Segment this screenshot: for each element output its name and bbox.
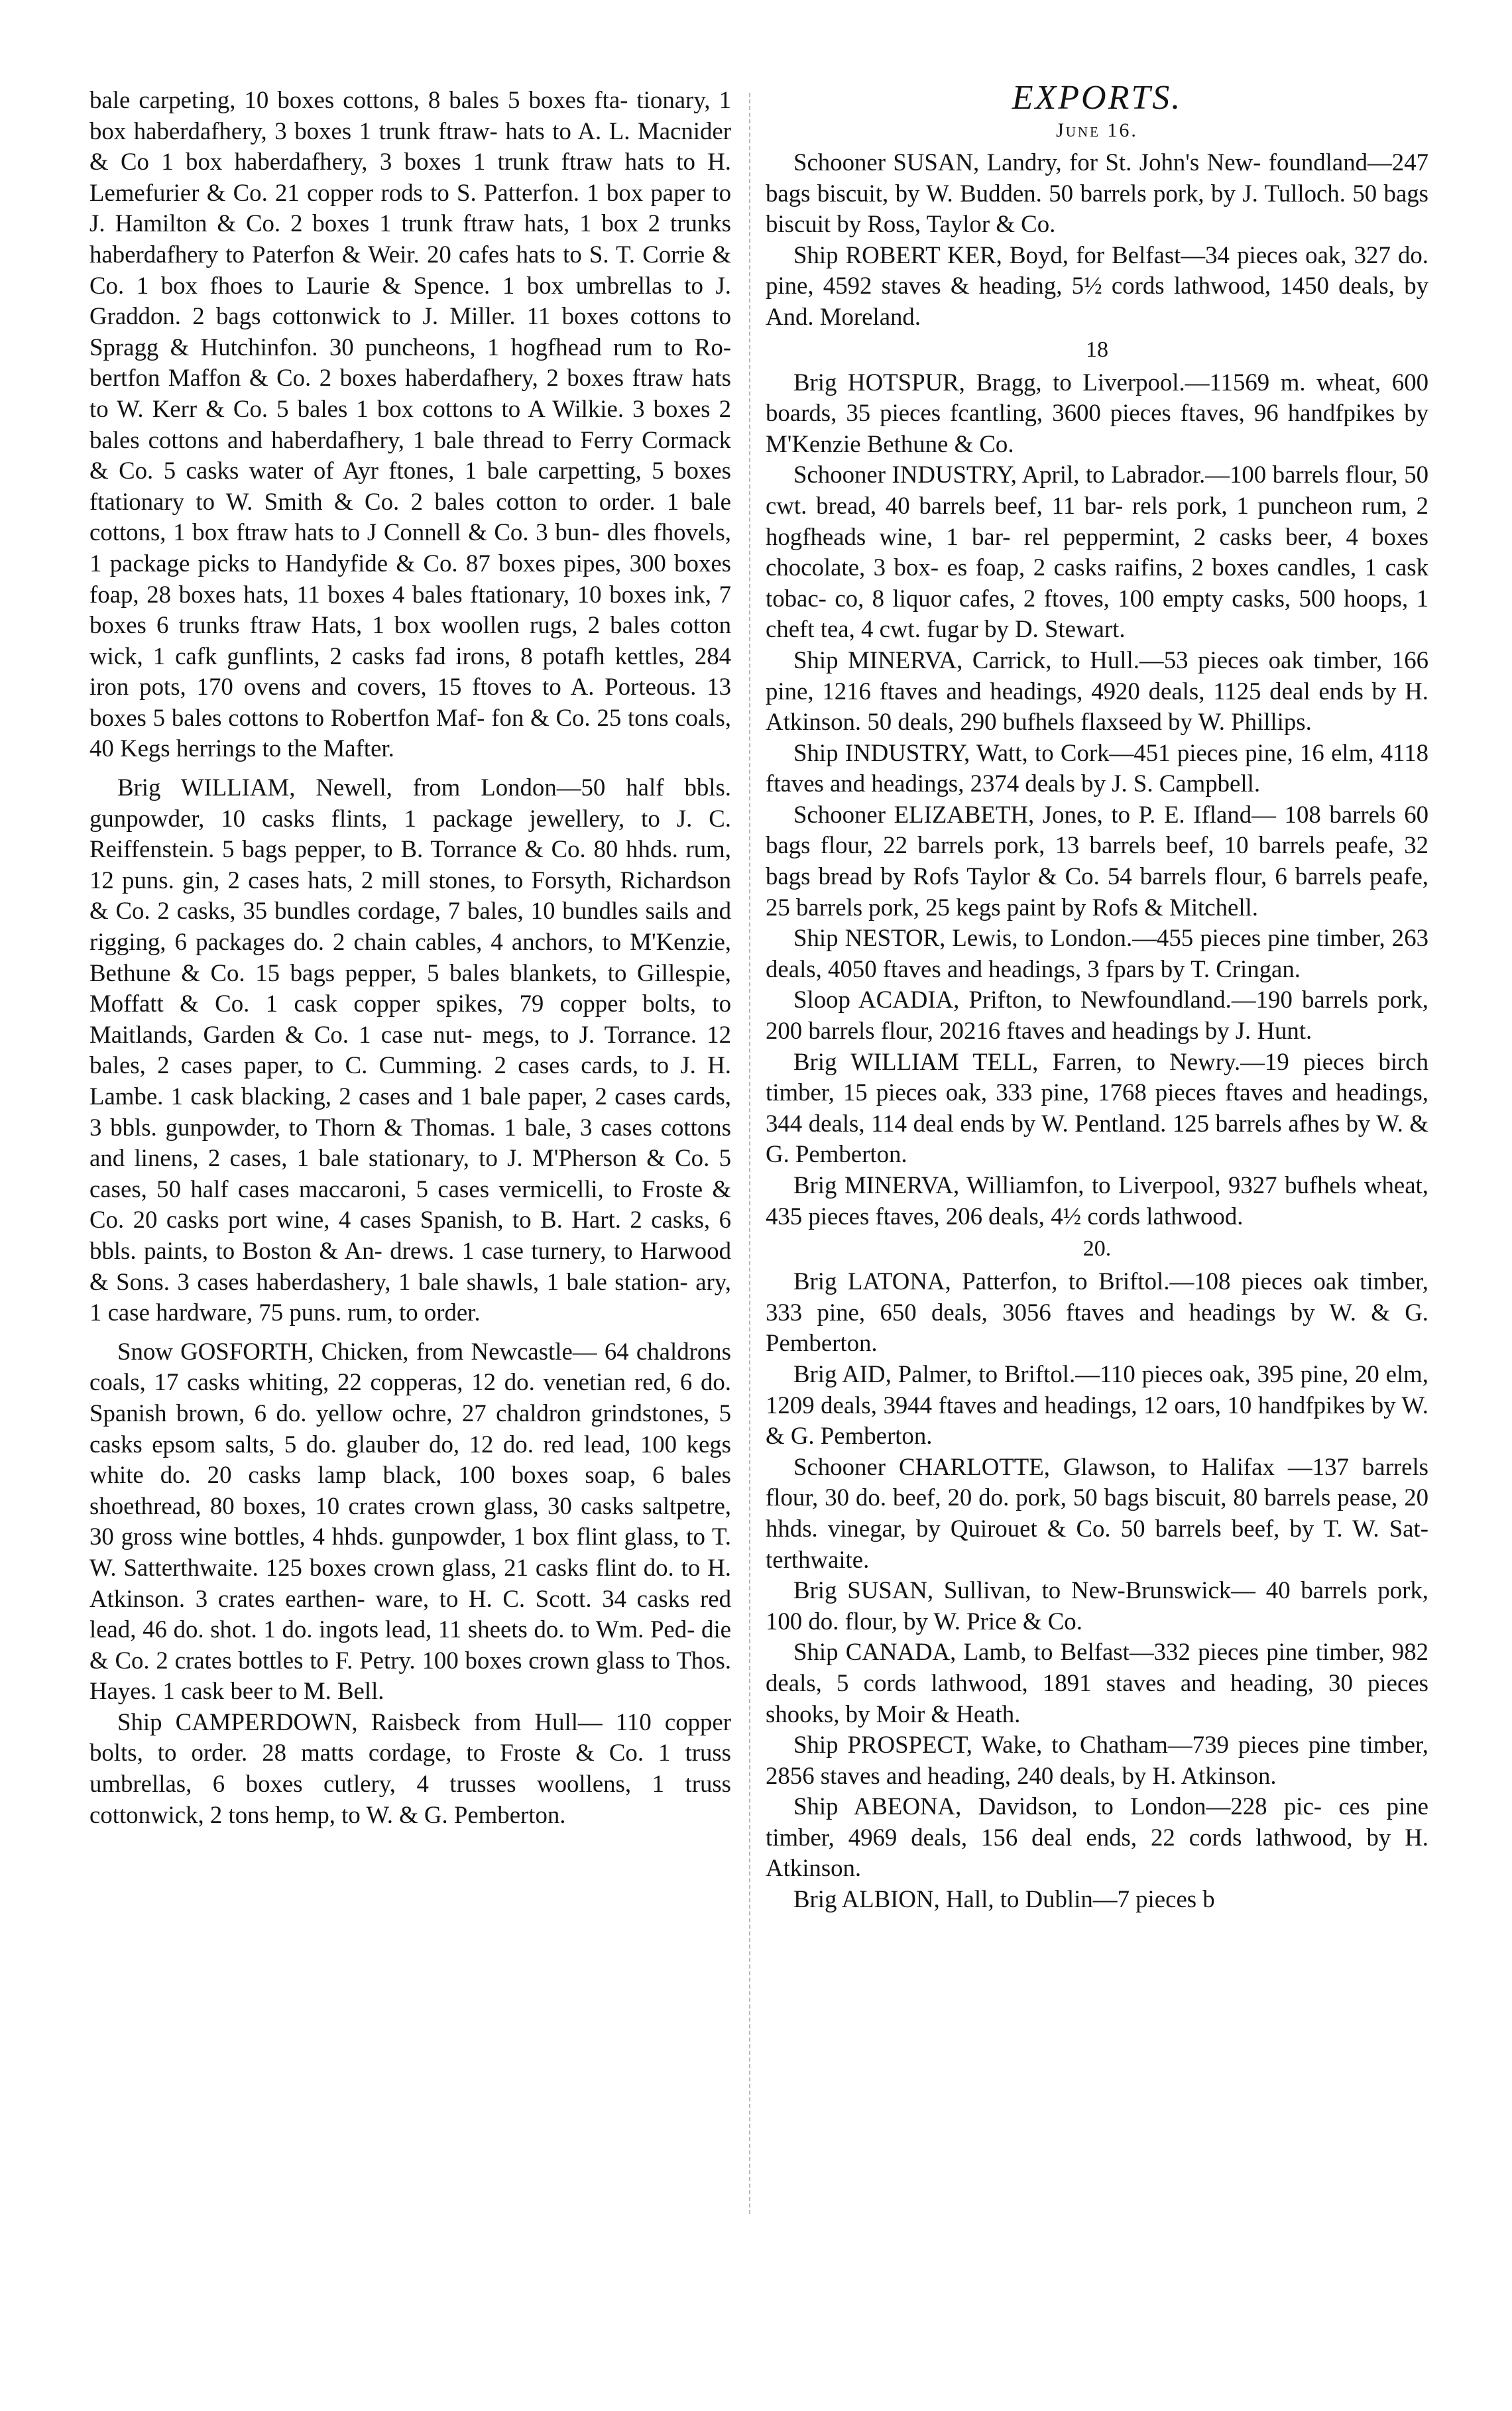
import-entry-camperdown: Ship CAMPERDOWN, Raisbeck from Hull— 110 copper bolts, to order. 28 matts cordage, to Froste & Co. 1 truss umbrellas, 6 boxes cutlery, 4 trusses woollens, 1 truss cottonwick, 2 tons hemp, to W. & G. Pemberton. [89,1708,731,1828]
export-entry-elizabeth: Schooner ELIZABETH, Jones, to P. E. Ifland— 108 barrels 60 bags flour, 22 barrels pork, 13 barrels beef, 10 barrels peafe, 32 bags bread by Rofs Taylor & Co. 54 barrels flour, 6 barrels peafe, 25 barrels pork, 25 kegs paint by Rofs & Mitchell. [766,800,1428,921]
export-entry-industry-labrador: Schooner INDUSTRY, April, to Labrador.—100 barrels flour, 50 cwt. bread, 40 barrels beef, 11 bar- rels pork, 1 puncheon rum, 2 hogfheads wine, 1 bar- rel peppermint, 2 casks beer, 4 boxes chocolate, 3 box- es foap, 2 casks raifins, 2 boxes candles, 1 cask tobac- co, 8 liquor cafes, 2 ftoves, 100 empty casks, 500 hoops, 1 cheft tea, 4 cwt. fugar by D. Stewart. [766,461,1428,643]
export-entry-susan: Schooner SUSAN, Landry, for St. John's New- foundland—247 bags biscuit, by W. Budden. 50 barrels pork, by J. Tulloch. 50 bags biscuit by Ross, Taylor & Co. [766,148,1428,238]
export-entry-albion: Brig ALBION, Hall, to Dublin—7 pieces b [793,1885,1215,1913]
export-entry-susan-new-brunswick: Brig SUSAN, Sullivan, to New-Brunswick— 40 barrels pork, 100 do. flour, by W. Price & Co. [766,1576,1428,1635]
export-entry-industry-cork: Ship INDUSTRY, Watt, to Cork—451 pieces pine, 16 elm, 4118 ftaves and headings, 2374 deals by J. S. Campbell. [766,738,1428,797]
day-20: 20. [1082,1236,1112,1262]
exports-heading: EXPORTS. [1012,79,1183,117]
export-entry-charlotte: Schooner CHARLOTTE, Glawson, to Halifax —137 barrels flour, 30 do. beef, 20 do. pork, 50 bags biscuit, 80 barrels pease, 20 hhds. vinegar, by Quirouet & Co. 50 barrels beef, by T. W. Sat- terthwaite. [766,1452,1428,1573]
import-entry-gosforth: Snow GOSFORTH, Chicken, from Newcastle— 64 chaldrons coals, 17 casks whiting, 22 copperas, 12 do. venetian red, 6 do. Spanish brown, 6 do. yellow ochre, 27 chaldron grindstones, 5 casks epsom salts, 5 do. glauber do, 12 do. red lead, 100 kegs white do. 20 casks lamp black, 100 boxes soap, 6 bales shoethread, 80 boxes, 10 crates crown glass, 30 casks saltpetre, 30 gross wine bottles, 4 hhds. gunpowder, 1 box flint glass, to T. W. Satterthwaite. 125 boxes crown glass, 21 casks flint do. to H. Atkinson. 3 crates earthen- ware, to H. C. Scott. 34 casks red lead, 46 do. shot. 1 do. ingots lead, 11 sheets do. to Wm. Ped- die & Co. 2 crates bottles to F. Petry. 100 boxes crown glass to Thos. Hayes. 1 cask beer to M. Bell. [89,1337,731,1705]
export-entry-acadia: Sloop ACADIA, Prifton, to Newfoundland.—190 barrels pork, 200 barrels flour, 20216 ftaves and headings by J. Hunt. [766,986,1428,1045]
left-column [89,85,731,1830]
import-entry-william: Brig WILLIAM, Newell, from London—50 half bbls. gunpowder, 10 casks flints, 1 package jewellery, to J. C. Reiffenstein. 5 bags pepper, to B. Torrance & Co. 80 hhds. rum, 12 puns. gin, 2 cases hats, 2 mill stones, to Forsyth, Richardson & Co. 2 casks, 35 bundles cordage, 7 bales, 10 bundles sails and rigging, 6 packages do. 2 chain cables, 4 anchors, to M'Kenzie, Bethune & Co. 15 bags pepper, 5 bales blankets, to Gillespie, Moffatt & Co. 1 cask copper spikes, 79 copper bolts, to Maitlands, Garden & Co. 1 case nut- megs, to J. Torrance. 12 bales, 2 cases paper, to C. Cumming. 2 cases cards, to J. H. Lambe. 1 cask blacking, 2 cases and 1 bale paper, 2 cases cards, 3 bbls. gunpowder, to Thorn & Thomas. 1 bale, 3 cases cottons and linens, 2 cases, 1 bale stationary, to J. M'Pherson & Co. 5 cases, 50 half cases maccaroni, 5 cases vermicelli, to Froste & Co. 20 casks port wine, 4 cases Spanish, to B. Hart. 2 casks, 6 bbls. paints, to Boston & An- drews. 1 case turnery, to Harwood & Sons. 3 cases haberdashery, 1 bale shawls, 1 bale station- ary, 1 case hardware, 75 puns. rum, to order. [89,774,731,1326]
export-entry-canada: Ship CANADA, Lamb, to Belfast—332 pieces pine timber, 982 deals, 5 cords lathwood, 1891 staves and heading, 30 pieces shooks, by Moir & Heath. [766,1638,1428,1728]
export-entry-latona: Brig LATONA, Patterfon, to Briftol.—108 pieces oak timber, 333 pine, 650 deals, 3056 ftaves and headings by W. & G. Pemberton. [766,1267,1428,1357]
column-divider [749,93,750,2214]
right-column [766,79,1428,1915]
export-entry-aid: Brig AID, Palmer, to Briftol.—110 pieces oak, 395 pine, 20 elm, 1209 deals, 3944 ftaves and headings, 12 oars, 10 handfpikes by W. & G. Pemberton. [766,1360,1428,1450]
day-18: 18 [1086,337,1108,362]
export-entry-abeona: Ship ABEONA, Davidson, to London—228 pic- ces pine timber, 4969 deals, 156 deal ends, 22 cords lathwood, by H. Atkinson. [766,1793,1428,1882]
export-entry-william-tell: Brig WILLIAM TELL, Farren, to Newry.—19 pieces birch timber, 15 pieces oak, 333 pine, 1768 pieces ftaves and headings, 344 deals, 114 deal ends by W. Pentland. 125 barrels afhes by W. & G. Pemberton. [766,1047,1428,1168]
export-entry-prospect: Ship PROSPECT, Wake, to Chatham—739 pieces pine timber, 2856 staves and heading, 240 deals, by H. Atkinson. [766,1731,1428,1789]
export-entry-nestor: Ship NESTOR, Lewis, to London.—455 pieces pine timber, 263 deals, 4050 ftaves and headings, 3 fpars by T. Cringan. [766,924,1428,982]
export-entry-hotspur: Brig HOTSPUR, Bragg, to Liverpool.—11569 m. wheat, 600 boards, 35 pieces fcantling, 3600 pieces ftaves, 96 handfpikes by M'Kenzie Bethune & Co. [766,368,1428,457]
export-entry-robert-ker: Ship ROBERT KER, Boyd, for Belfast—34 pieces oak, 327 do. pine, 4592 staves & heading, 5½ cords lathwood, 1450 deals, by And. Moreland. [766,241,1428,330]
export-entry-minerva-hull: Ship MINERVA, Carrick, to Hull.—53 pieces oak timber, 166 pine, 1216 ftaves and headings, 4920 deals, 1125 deal ends by H. Atkinson. 50 deals, 290 bufhels flaxseed by W. Phillips. [766,646,1428,736]
imports-continuation: bale carpeting, 10 boxes cottons, 8 bales 5 boxes fta- tionary, 1 box haberdafhery, 3 boxes 1 trunk ftraw- hats to A. L. Macnider & Co 1 box haberdafhery, 3 boxes 1 trunk ftraw hats to H. Lemefurier & Co. 21 copper rods to S. Patterfon. 1 box paper to J. Hamilton & Co. 2 boxes 1 trunk ftraw hats, 1 box 2 trunks haberdafhery to Paterfon & Weir. 20 cafes hats to S. T. Corrie & Co. 1 box fhoes to Laurie & Spence. 1 box umbrellas to J. Graddon. 2 bags cottonwick to J. Miller. 11 boxes cottons to Spragg & Hutchinfon. 30 puncheons, 1 hogfhead rum to Ro- bertfon Maffon & Co. 2 boxes haberdafhery, 2 boxes ftraw hats to W. Kerr & Co. 5 bales 1 box cottons to A Wilkie. 3 boxes 2 bales cottons and haberdafhery, 1 bale thread to Ferry Cormack & Co. 5 casks water of Ayr ftones, 1 bale carpetting, 5 boxes ftationary to W. Smith & Co. 2 bales cotton to order. 1 bale cottons, 1 box ftraw hats to J Connell & Co. 3 bun- dles fhovels, 1 package picks to Handyfide & Co. 87 boxes pipes, 300 boxes foap, 28 boxes hats, 11 boxes 4 bales ftationary, 10 boxes ink, 7 boxes 6 trunks ftraw Hats, 1 box woollen rugs, 2 bales cotton wick, 1 cafk gunflints, 2 casks fad irons, 8 potafh kettles, 284 iron pots, 170 ovens and covers, 15 ftoves to A. Porteous. 13 boxes 5 bales cottons to Robertfon Maf- fon & Co. 25 tons coals, 40 Kegs herrings to the Mafter. [89,86,731,762]
export-entry-minerva-liverpool: Brig MINERVA, Williamfon, to Liverpool, 9327 bufhels wheat, 435 pieces ftaves, 206 deals, 4½ cords lathwood. [766,1171,1428,1230]
date-june-16: June 16. [1056,119,1138,141]
